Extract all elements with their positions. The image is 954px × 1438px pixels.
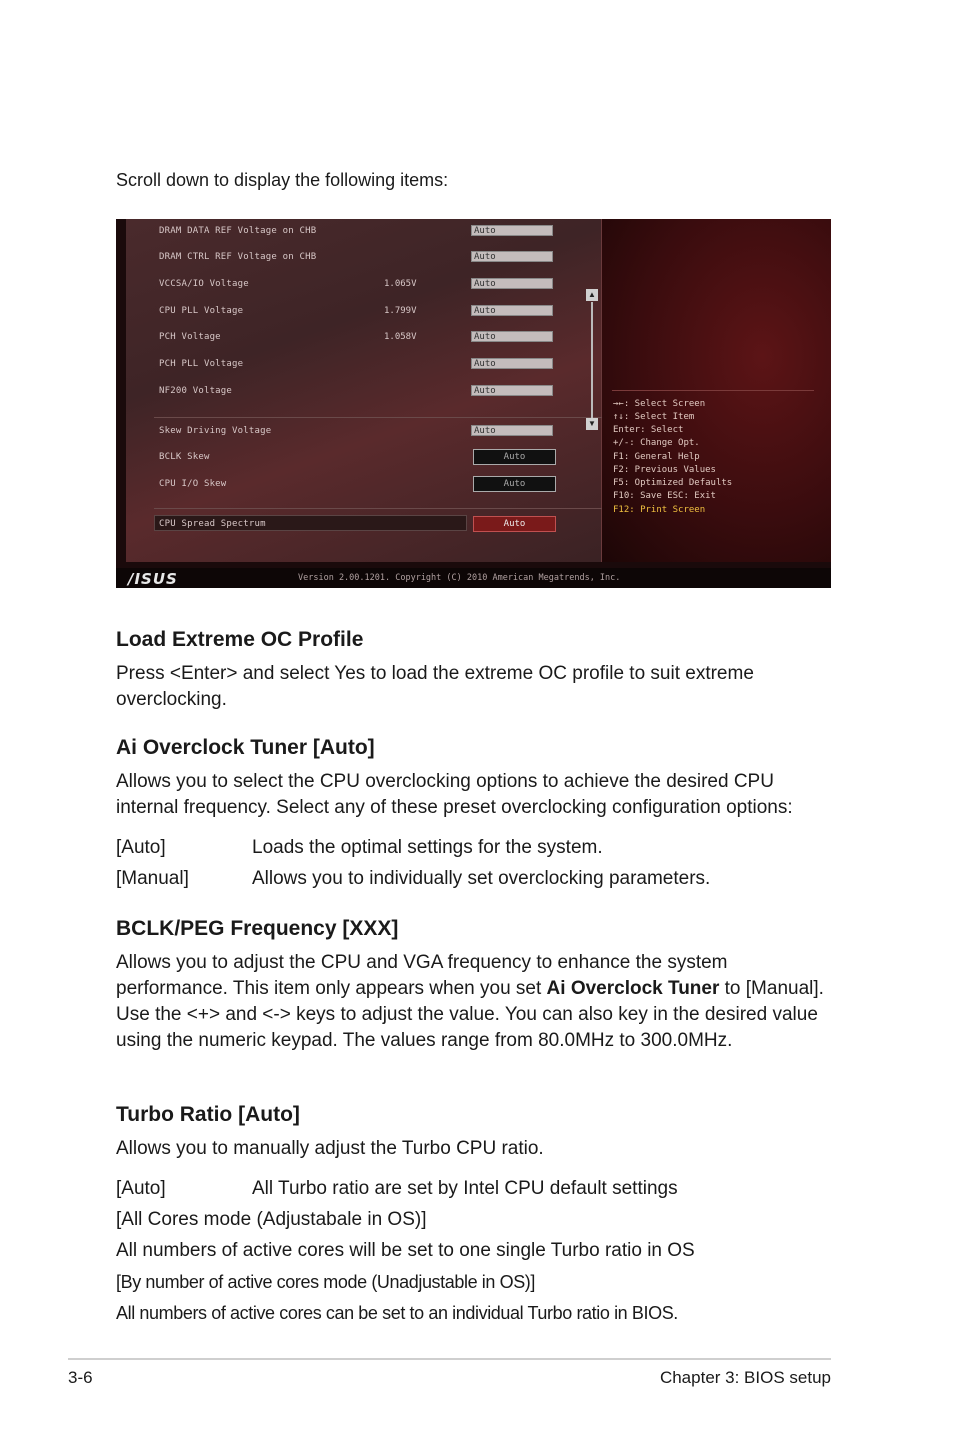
bios-row-label: CPU I/O Skew bbox=[159, 479, 227, 489]
bios-row-label: CPU PLL Voltage bbox=[159, 306, 244, 316]
bios-row-label: PCH PLL Voltage bbox=[159, 359, 244, 369]
body-bold-text: Ai Overclock Tuner bbox=[546, 978, 720, 999]
help-item: →←: Select Screen bbox=[613, 399, 706, 409]
scrollbar[interactable] bbox=[591, 302, 593, 424]
intro-text: Scroll down to display the following items: bbox=[116, 170, 449, 190]
bios-setting-box[interactable]: Auto bbox=[471, 331, 553, 342]
section-body-ai-tuner: Allows you to select the CPU overclocking options to achieve the desired CPU internal frequency. Select any of these preset overclocking configuration options: bbox=[116, 771, 793, 818]
help-item: F5: Optimized Defaults bbox=[613, 478, 733, 488]
section-body-bclk bbox=[116, 950, 831, 1054]
asus-logo: /ISUS bbox=[128, 570, 178, 588]
footer-divider bbox=[68, 1358, 831, 1360]
bios-row-label: PCH Voltage bbox=[159, 332, 221, 342]
bios-row-label: DRAM DATA REF Voltage on CHB bbox=[159, 226, 317, 236]
help-item: F2: Previous Values bbox=[613, 465, 716, 475]
help-divider bbox=[612, 390, 814, 391]
bios-settings-panel bbox=[126, 219, 602, 562]
help-item: F12: Print Screen bbox=[613, 505, 706, 515]
bios-setting-box[interactable]: Auto bbox=[471, 385, 553, 396]
bios-row-label: VCCSA/IO Voltage bbox=[159, 279, 249, 289]
bios-divider bbox=[154, 417, 609, 418]
help-item: +/-: Change Opt. bbox=[613, 438, 700, 448]
help-item: F1: General Help bbox=[613, 452, 700, 462]
bios-setting-box[interactable]: Auto bbox=[471, 358, 553, 369]
section-title-turbo: Turbo Ratio [Auto] bbox=[116, 1103, 300, 1126]
section-body-turbo: Allows you to manually adjust the Turbo CPU ratio. bbox=[116, 1138, 544, 1159]
option-key: [All Cores mode (Adjustabale in OS)] bbox=[116, 1209, 427, 1230]
scroll-down-icon[interactable]: ▼ bbox=[586, 418, 598, 430]
bios-row-label: Skew Driving Voltage bbox=[159, 426, 272, 436]
bios-row-label: BCLK Skew bbox=[159, 452, 210, 462]
option-key: [Manual] bbox=[116, 868, 189, 889]
option-key: [Auto] bbox=[116, 1178, 166, 1199]
bios-setting-box[interactable]: Auto bbox=[473, 476, 556, 492]
bios-setting-box[interactable]: Auto bbox=[471, 225, 553, 236]
bios-setting-box[interactable]: Auto bbox=[473, 449, 556, 465]
chapter-title: Chapter 3: BIOS setup bbox=[659, 1368, 831, 1387]
option-desc: All numbers of active cores will be set to one single Turbo ratio in OS bbox=[116, 1240, 695, 1261]
option-desc: Loads the optimal settings for the system. bbox=[252, 837, 603, 858]
option-desc: Allows you to individually set overclocking parameters. bbox=[252, 868, 711, 889]
help-item: F10: Save ESC: Exit bbox=[613, 491, 716, 501]
bios-footer bbox=[116, 568, 831, 588]
bios-screenshot bbox=[116, 219, 831, 588]
help-item: Enter: Select bbox=[613, 425, 684, 435]
section-title-ai-tuner: Ai Overclock Tuner [Auto] bbox=[116, 736, 375, 759]
section-title-load-oc: Load Extreme OC Profile bbox=[116, 628, 364, 651]
bios-row-value: 1.799V bbox=[384, 306, 417, 316]
help-item: ↑↓: Select Item bbox=[613, 412, 695, 422]
option-desc: All Turbo ratio are set by Intel CPU default settings bbox=[252, 1178, 678, 1199]
option-key: [Auto] bbox=[116, 837, 166, 858]
bios-copyright: Version 2.00.1201. Copyright (C) 2010 American Megatrends, Inc. bbox=[298, 573, 621, 583]
option-desc: All numbers of active cores can be set to an individual Turbo ratio in BIOS. bbox=[116, 1303, 678, 1323]
bios-setting-box[interactable]: Auto bbox=[473, 516, 556, 532]
option-key: [By number of active cores mode (Unadjustable in OS)] bbox=[116, 1272, 536, 1292]
body-text: to [Manual]. Use the <+> and <-> keys to adjust the value. You can also key in the desired value using the numeric keypad. The values range from 80.0MHz to 300.0MHz. bbox=[116, 978, 824, 1051]
section-title-bclk: BCLK/PEG Frequency [XXX] bbox=[116, 917, 399, 940]
bios-divider bbox=[154, 508, 609, 509]
bios-row-label: DRAM CTRL REF Voltage on CHB bbox=[159, 252, 317, 262]
bios-setting-box[interactable]: Auto bbox=[471, 305, 553, 316]
bios-row-value: 1.065V bbox=[384, 279, 417, 289]
page-number: 3-6 bbox=[68, 1368, 93, 1387]
body-text: Allows you to adjust the CPU and VGA frequency to enhance the system performance. This item only appears when you set bbox=[116, 952, 728, 999]
bios-row-value: 1.058V bbox=[384, 332, 417, 342]
section-body-load-oc: Press <Enter> and select Yes to load the extreme OC profile to suit extreme overclocking. bbox=[116, 663, 754, 710]
bios-setting-box[interactable]: Auto bbox=[471, 425, 553, 436]
scroll-up-icon[interactable]: ▲ bbox=[586, 289, 598, 301]
bios-setting-box[interactable]: Auto bbox=[471, 278, 553, 289]
bios-row-label: CPU Spread Spectrum bbox=[159, 519, 266, 529]
bios-row-label: NF200 Voltage bbox=[159, 386, 233, 396]
bios-setting-box[interactable]: Auto bbox=[471, 251, 553, 262]
